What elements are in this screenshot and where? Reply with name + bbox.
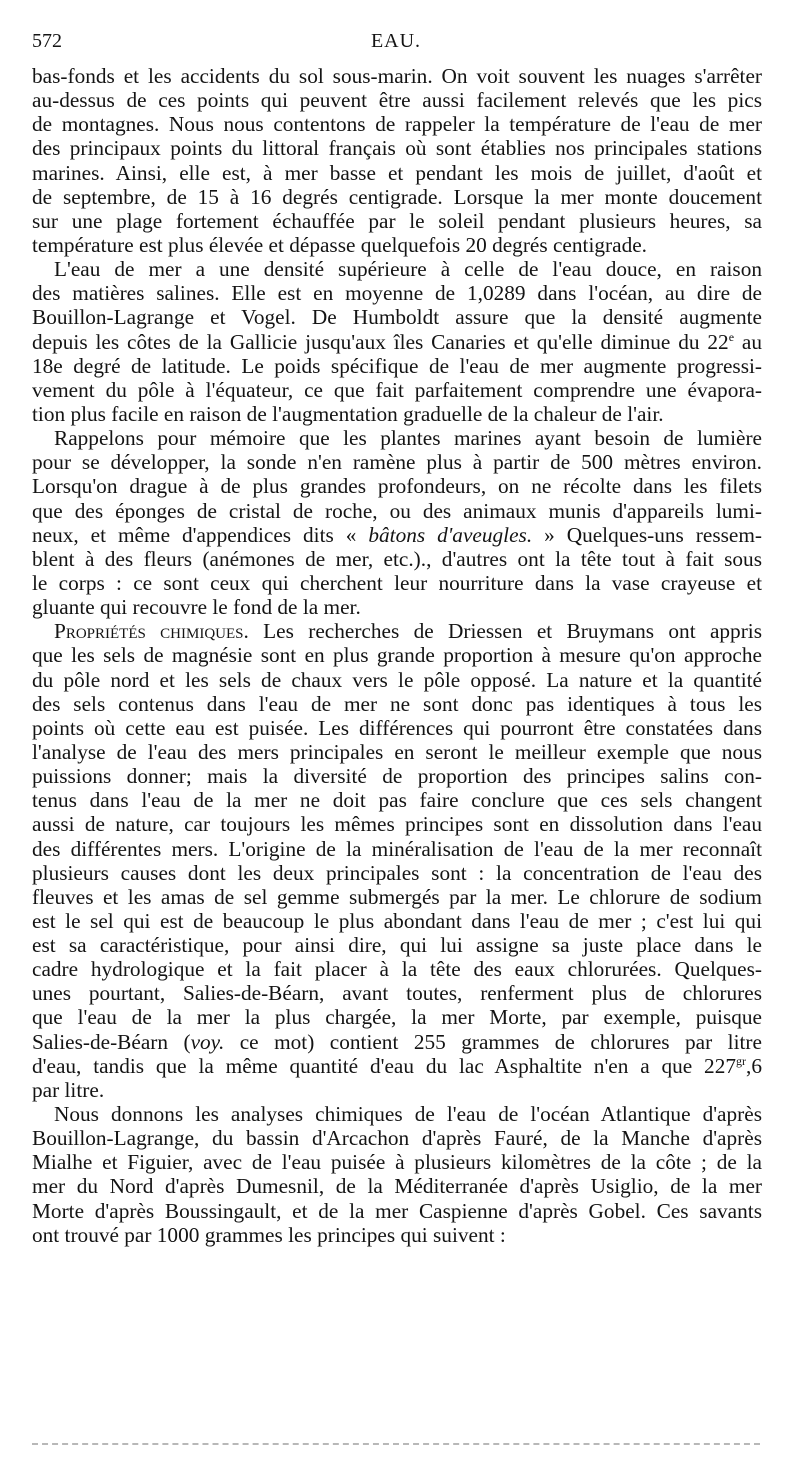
- italic-term: bâtons d'aveugles.: [368, 522, 533, 547]
- text-line: que les sels de magnésie sont en plus grande proportion à mesure qu'on approche: [32, 643, 762, 668]
- page-header: [32, 30, 760, 58]
- text-fragment: Salies-de-Béarn (: [32, 1029, 191, 1054]
- text-line: vement du pôle à l'équateur, ce que fait parfaitement comprendre une évapora-: [32, 377, 762, 402]
- text-line: fleuves et les amas de sel gemme submergés par la mer. Le chlorure de sodium: [32, 884, 762, 909]
- text-line: [32, 1030, 762, 1054]
- text-line: blent à des fleurs (anémones de mer, etc.)., d'autres ont la tête tout à fait sous: [32, 546, 762, 571]
- text-line: tenus dans l'eau de la mer ne doit pas faire conclure que ces sels changent: [32, 788, 762, 813]
- text-fragment: ce mot) contient 255 grammes de chlorures par litre: [224, 1029, 762, 1054]
- text-line: au-dessus de ces points qui peuvent être aussi facilement relevés que les pics: [32, 88, 762, 113]
- text-line: le corps : ce sont ceux qui cherchent leur nourriture dans la vase crayeuse et: [32, 570, 762, 595]
- text-line: Nous donnons les analyses chimiques de l'eau de l'océan Atlantique d'après: [54, 1102, 762, 1127]
- text-fragment: » Quelques-uns ressem-: [532, 522, 762, 547]
- text-line: des principaux points du littoral français où sont établies nos principales stations: [32, 136, 762, 161]
- text-line: tion plus facile en raison de l'augmentation graduelle de la chaleur de l'air.: [32, 401, 664, 426]
- text-line: puissions donner; mais la diversité de proportion des principes salins con-: [32, 764, 762, 789]
- text-line: L'eau de mer a une densité supérieure à celle de l'eau douce, en raison: [54, 257, 762, 282]
- bottom-rule: [32, 1443, 760, 1445]
- text-line: l'analyse de l'eau des mers principales en seront le meilleur exemple que nous: [32, 739, 762, 764]
- text-line: 18e degré de latitude. Le poids spécifique de l'eau de mer augmente progressi-: [32, 353, 762, 378]
- text-line: Mialhe et Figuier, avec de l'eau puisée à plusieurs kilomètres de la côte ; de la: [32, 1150, 762, 1175]
- text-fragment: Les recherches de Driessen et Bruymans ont appris: [248, 619, 762, 644]
- text-line: par litre.: [32, 1077, 105, 1102]
- body-text: [32, 64, 762, 1247]
- text-line: marines. Ainsi, elle est, à mer basse et pendant les mois de juillet, d'août et: [32, 160, 762, 185]
- text-line: [32, 619, 762, 643]
- text-fragment: ,6: [746, 1053, 762, 1078]
- text-line: du pôle nord et les sels de chaux vers le pôle opposé. La nature et la quantité: [32, 667, 762, 692]
- text-line: pour se développer, la sonde n'en ramène plus à partir de 500 mètres environ.: [32, 450, 762, 475]
- text-line: gluante qui recouvre le fond de la mer.: [32, 595, 361, 620]
- superscript: e: [728, 329, 735, 344]
- text-fragment: au: [734, 329, 762, 354]
- text-line: unes pourtant, Salies-de-Béarn, avant toutes, renferment plus de chlorures: [32, 981, 762, 1006]
- text-line: cadre hydrologique et la fait placer à la tête des eaux chlorurées. Quelques-: [32, 957, 762, 982]
- text-line: des sels contenus dans l'eau de mer ne sont donc pas identiques à tous les: [32, 691, 762, 716]
- text-line: [32, 1054, 762, 1078]
- text-line: est le sel qui est de beaucoup le plus abondant dans l'eau de mer ; c'est lui qui: [32, 908, 762, 933]
- page-number: 572: [32, 30, 62, 52]
- section-heading: Propriétés chimiques.: [54, 619, 249, 644]
- text-line: des différentes mers. L'origine de la minéralisation de l'eau de la mer reconnaît: [32, 836, 762, 861]
- text-fragment: depuis les côtes de la Gallicie jusqu'aux îles Canaries et qu'elle diminue du 22: [32, 329, 729, 354]
- text-line: température est plus élevée et dépasse quelquefois 20 degrés centigrade.: [32, 232, 647, 257]
- text-line: ont trouvé par 1000 grammes les principes qui suivent :: [32, 1222, 506, 1247]
- text-line: [32, 330, 762, 354]
- text-line: plusieurs causes dont les deux principales sont : la concentration de l'eau des: [32, 860, 762, 885]
- superscript: gr: [736, 1053, 747, 1068]
- text-line: de montagnes. Nous nous contentons de rappeler la température de l'eau de mer: [32, 112, 762, 137]
- text-line: Morte d'après Boussingault, et de la mer Caspienne d'après Gobel. Ces savants: [32, 1198, 762, 1223]
- text-line: de septembre, de 15 à 16 degrés centigrade. Lorsque la mer monte doucement: [32, 184, 762, 209]
- text-line: Bouillon-Lagrange, du bassin d'Arcachon d'après Fauré, de la Manche d'après: [32, 1126, 762, 1151]
- text-fragment: neux, et même d'appendices dits «: [32, 522, 369, 547]
- text-line: Bouillon-Lagrange et Vogel. De Humboldt assure que la densité augmente: [32, 305, 762, 330]
- italic-term: voy.: [190, 1029, 225, 1054]
- text-line: sur une plage fortement échauffée par le soleil pendant plusieurs heures, sa: [32, 208, 762, 233]
- text-line: mer du Nord d'après Dumesnil, de la Méditerranée d'après Usiglio, de la mer: [32, 1174, 762, 1199]
- text-line: des matières salines. Elle est en moyenne de 1,0289 dans l'océan, au dire de: [32, 281, 762, 306]
- text-line: [32, 523, 762, 547]
- text-fragment: d'eau, tandis que la même quantité d'eau du lac Asphaltite n'en a que 227: [32, 1053, 737, 1078]
- text-line: est sa caractéristique, pour ainsi dire, qui lui assigne sa juste place dans le: [32, 933, 762, 958]
- text-line: bas-fonds et les accidents du sol sous-marin. On voit souvent les nuages s'arrêter: [32, 64, 762, 88]
- text-line: que des éponges de cristal de roche, ou des animaux munis d'appareils lumi-: [32, 498, 762, 523]
- text-line: que l'eau de la mer la plus chargée, la mer Morte, par exemple, puisque: [32, 1005, 762, 1030]
- text-line: Rappelons pour mémoire que les plantes marines ayant besoin de lumière: [54, 426, 762, 451]
- text-line: Lorsqu'on drague à de plus grandes profondeurs, on ne récolte dans les filets: [32, 474, 762, 499]
- running-title: EAU.: [370, 30, 422, 52]
- text-line: aussi de nature, car toujours les mêmes principes sont en dissolution dans l'eau: [32, 812, 762, 837]
- text-line: points où cette eau est puisée. Les différences qui pourront être constatées dans: [32, 715, 762, 740]
